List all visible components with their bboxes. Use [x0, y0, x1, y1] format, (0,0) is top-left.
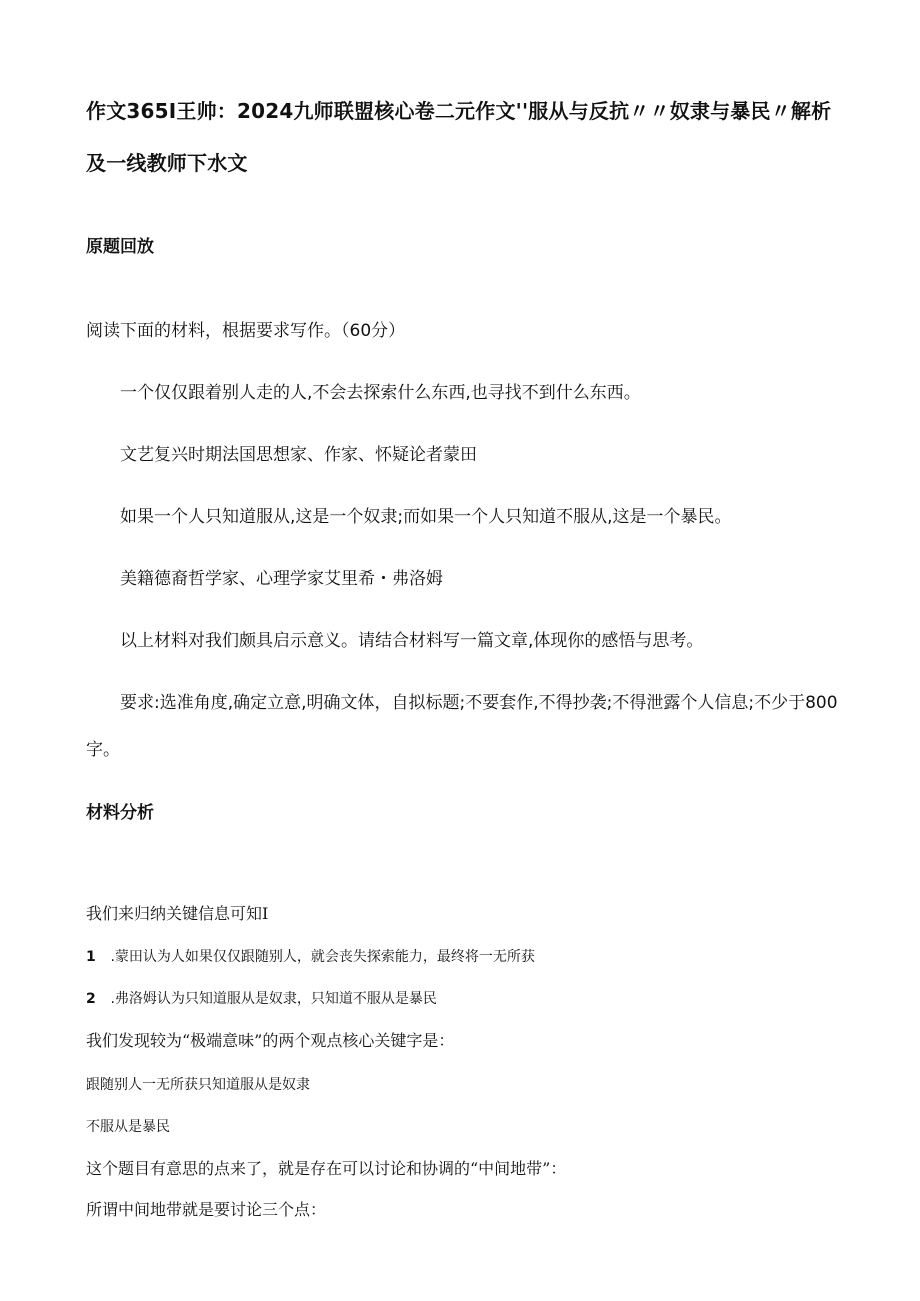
- section-heading-original: 原题回放: [86, 237, 154, 257]
- quote-montaigne: 一个仅仅跟着别人走的人,不会去探索什么东西,也寻找不到什么东西。: [120, 383, 641, 403]
- requirement-line-1: 要求:选准角度,确定立意,明确文体，自拟标题;不要套作,不得抄袭;不得泄露个人信息;不少于800: [120, 693, 838, 713]
- quote-montaigne-author: 文艺复兴时期法国思想家、作家、怀疑论者蒙田: [120, 445, 477, 465]
- page-title-line-2: 及一线教师下水文: [86, 151, 248, 175]
- writing-instruction: 以上材料对我们颇具启示意义。请结合材料写一篇文章,体现你的感悟与思考。: [120, 631, 704, 651]
- keywords-intro: 我们发现较为“极端意味”的两个观点核心关键字是：: [86, 1031, 455, 1050]
- quote-fromm: 如果一个人只知道服从,这是一个奴隶;而如果一个人只知道不服从,这是一个暴民。: [120, 507, 732, 527]
- list-item: [86, 990, 437, 1008]
- middle-ground-three-points: 所谓中间地带就是要讨论三个点：: [86, 1200, 327, 1219]
- keywords-line-2: 不服从是暴民: [86, 1119, 170, 1135]
- keywords-line-1: 跟随别人一无所获只知道服从是奴隶: [86, 1077, 310, 1093]
- prompt-intro: 阅读下面的材料，根据要求写作。（60分）: [86, 321, 406, 341]
- page-title-line-1: 作文365I王帅：2024九师联盟核心卷二元作文''服从与反抗〃〃奴隶与暴民〃解析: [86, 99, 832, 123]
- middle-ground-intro: 这个题目有意思的点来了，就是存在可以讨论和协调的“中间地带”：: [86, 1159, 567, 1178]
- list-item-text: .弗洛姆认为只知道服从是奴隶，只知道不服从是暴民: [110, 991, 437, 1007]
- section-heading-analysis: 材料分析: [86, 803, 154, 823]
- list-item-number: 2: [86, 991, 96, 1007]
- list-item-text: .蒙田认为人如果仅仅跟随别人，就会丧失探索能力，最终将一无所获: [110, 949, 535, 965]
- quote-fromm-author: 美籍德裔哲学家、心理学家艾里希・弗洛姆: [120, 569, 443, 589]
- list-item-number: 1: [86, 949, 96, 965]
- requirement-line-2: 字。: [86, 740, 120, 760]
- summary-intro: 我们来归纳关键信息可知I: [86, 904, 269, 923]
- list-item: [86, 948, 535, 966]
